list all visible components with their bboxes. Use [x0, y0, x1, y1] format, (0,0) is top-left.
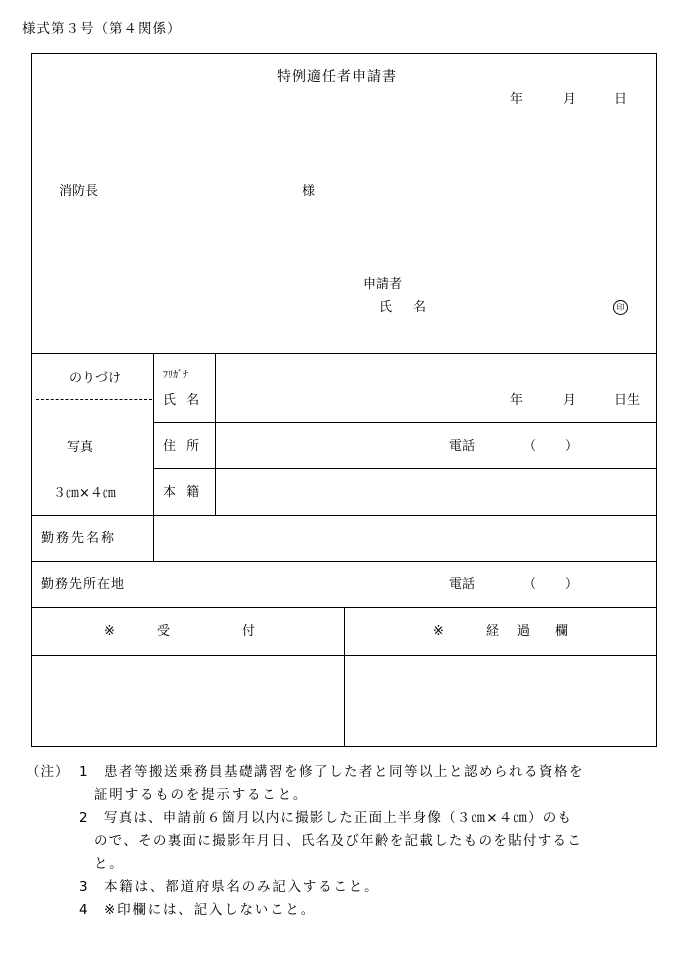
- date-day: 日: [614, 92, 628, 107]
- addressee-honorific: 様: [302, 184, 316, 199]
- note-3-line-1: 本籍は、都道府県名のみ記入すること。: [104, 879, 380, 895]
- birth-month: 月: [563, 393, 577, 408]
- divider-top-section: [31, 353, 657, 354]
- photo-size: ３㎝×４㎝: [53, 486, 116, 501]
- birth-year: 年: [510, 393, 524, 408]
- workplace-phone-paren-open: （: [523, 577, 537, 592]
- divider-photo-column: [153, 353, 154, 562]
- name-label: 氏 名: [163, 393, 203, 408]
- applicant-name-label: 氏 名: [379, 300, 431, 315]
- workplace-name-label: 勤務先名称: [41, 531, 117, 546]
- glue-dashed-line: [36, 399, 152, 400]
- progress-mark: ※: [433, 624, 444, 639]
- progress-label-2: 過: [517, 624, 531, 639]
- note-1-num: 1: [79, 764, 90, 780]
- note-2-line-3: と。: [94, 856, 125, 872]
- note-3-num: 3: [79, 879, 90, 895]
- applicant-label: 申請者: [363, 277, 403, 292]
- address-phone-paren-open: （: [523, 439, 537, 454]
- addressee-chief: 消防長: [59, 184, 99, 199]
- photo-glue-label: のりづけ: [69, 371, 122, 386]
- form-title: 特例適任者申請書: [277, 69, 397, 85]
- address-phone-paren-close: ）: [565, 439, 579, 454]
- reception-mark: ※: [104, 624, 115, 639]
- progress-label-1: 経: [486, 624, 500, 639]
- divider-workplace-name-row: [31, 561, 657, 562]
- date-month: 月: [563, 92, 577, 107]
- note-1-line-2: 証明するものを提示すること。: [94, 787, 309, 803]
- note-2-line-1: 写真は、申請前６箇月以内に撮影した正面上半身像（３㎝×４㎝）のも: [104, 810, 573, 826]
- workplace-phone-paren-close: ）: [565, 577, 579, 592]
- seal-icon: 印: [613, 300, 628, 315]
- reception-label-2: 付: [242, 624, 256, 639]
- divider-label-column: [215, 353, 216, 516]
- date-year: 年: [510, 92, 524, 107]
- furigana-label: ﾌﾘｶﾞﾅ: [163, 370, 188, 381]
- divider-reception-column: [344, 607, 345, 747]
- domicile-label: 本 籍: [163, 485, 203, 500]
- note-4-num: 4: [79, 902, 90, 918]
- note-1-line-1: 患者等搬送乗務員基礎講習を修了した者と同等以上と認められる資格を: [104, 764, 584, 780]
- divider-domicile-row: [31, 515, 657, 516]
- note-2-line-2: ので、その裏面に撮影年月日、氏名及び年齢を記載したものを貼付するこ: [94, 833, 583, 849]
- note-4-line-1: ※印欄には、記入しないこと。: [104, 902, 317, 918]
- divider-address-row: [153, 468, 657, 469]
- photo-label: 写真: [67, 440, 94, 455]
- address-phone-label: 電話: [449, 439, 476, 454]
- divider-name-row: [153, 422, 657, 423]
- reception-label-1: 受: [157, 624, 171, 639]
- form-id: 様式第３号（第４関係）: [22, 21, 182, 37]
- workplace-address-label: 勤務先所在地: [41, 577, 126, 592]
- address-label: 住 所: [163, 439, 203, 454]
- workplace-phone-label: 電話: [449, 577, 476, 592]
- birth-suffix: 日生: [614, 393, 641, 408]
- notes-prefix: （注）: [26, 764, 70, 780]
- note-2-num: 2: [79, 810, 90, 826]
- progress-label-3: 欄: [555, 624, 569, 639]
